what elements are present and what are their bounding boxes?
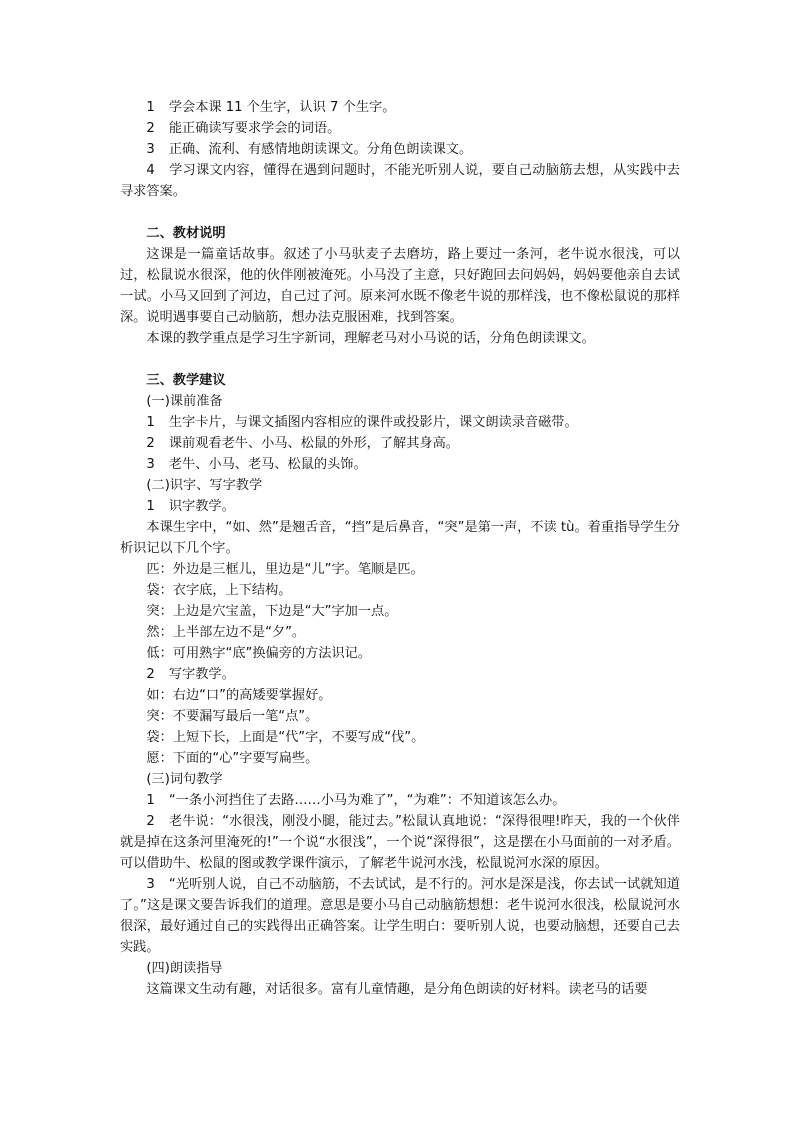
item-text: 学习课文内容，懂得在遇到问题时，不能光听别人说，要自己动脑筋去想，从实践中去寻求答案。 xyxy=(120,163,680,199)
prep-item xyxy=(120,412,680,433)
item-number: 1 xyxy=(146,793,155,808)
item-number: 1 xyxy=(146,415,155,430)
subsection-title-prep: (一)课前准备 xyxy=(146,394,223,409)
item-text: 正确、流利、有感情地朗读课文。分角色朗读课文。 xyxy=(168,142,473,157)
item-text: 识字教学。 xyxy=(168,499,235,514)
item-text: 生字卡片，与课文插图内容相应的课件或投影片，课文朗读录音磁带。 xyxy=(168,415,578,430)
char-note: 低：可用熟字“底”换偏旁的方法识记。 xyxy=(146,646,372,661)
item-text: “一条小河挡住了去路……小马为难了”，“为难”：不知道该怎么办。 xyxy=(168,793,566,808)
objective-item xyxy=(120,139,680,160)
char-note: 匹：外边是三框儿，里边是“儿”字。笔顺是匹。 xyxy=(146,562,424,577)
section-heading-materials: 二、教材说明 xyxy=(146,226,226,241)
paragraph: 本课的教学重点是学习生字新词，理解老马对小马说的话，分角色朗读课文。 xyxy=(146,331,595,346)
item-text: 写字教学。 xyxy=(168,667,235,682)
spacer xyxy=(120,349,680,370)
char-note: 突：上边是穴宝盖，下边是“大”字加一点。 xyxy=(146,604,398,619)
char-note: 袋：衣字底，上下结构。 xyxy=(146,583,292,598)
writing-note: 如：右边“口”的高矮要掌握好。 xyxy=(146,688,332,703)
item-number: 4 xyxy=(146,163,155,178)
paragraph: 本课生字中，“如、然”是翘舌音，“挡”是后鼻音，“突”是第一声，不读 tù。着重指导学生分析识记以下几个字。 xyxy=(120,520,680,556)
char-note: 然：上半部左边不是“夕”。 xyxy=(146,625,306,640)
paragraph: 这篇课文生动有趣，对话很多。富有儿童情趣，是分角色朗读的好材料。读老马的话要 xyxy=(146,982,648,997)
vocab-item xyxy=(120,811,680,874)
objective-item xyxy=(120,160,680,202)
item-number: 1 xyxy=(146,100,155,115)
paragraph: 这课是一篇童话故事。叙述了小马驮麦子去磨坊，路上要过一条河，老牛说水很浅，可以过，松鼠说水很深，他的伙伴刚被淹死。小马没了主意，只好跑回去问妈妈，妈妈要他亲自去试一试。小马又回到了河边，自己过了河。原来河水既不像老牛说的那样浅，也不像松鼠说的那样深。说明遇事要自己动脑筋，想办法克服困难，找到答案。 xyxy=(120,247,680,325)
objective-item xyxy=(120,118,680,139)
literacy-subitem xyxy=(120,496,680,517)
item-text: 课前观看老牛、小马、松鼠的外形，了解其身高。 xyxy=(168,436,459,451)
item-text: 能正确读写要求学会的词语。 xyxy=(168,121,341,136)
item-number: 2 xyxy=(146,121,155,136)
spacer xyxy=(120,202,680,223)
item-text: 老牛说：“水很浅，刚没小腿，能过去。”松鼠认真地说：“深得很哩!昨天，我的一个伙伴就是掉在这条河里淹死的!”一个说“水很浅”，一个说“深得很”，这是摆在小马面前的一对矛盾。可以借助牛、松鼠的图或教学课件演示，了解老牛说河水浅，松鼠说河水深的原因。 xyxy=(120,814,680,871)
writing-note: 愿：下面的“心”字要写扁些。 xyxy=(146,751,319,766)
vocab-item xyxy=(120,874,680,958)
writing-note: 突：不要漏写最后一笔“点”。 xyxy=(146,709,319,724)
item-number: 3 xyxy=(146,457,155,472)
objective-item xyxy=(120,97,680,118)
section-heading-suggestions: 三、教学建议 xyxy=(146,373,226,388)
item-number: 1 xyxy=(146,499,155,514)
item-text: 学会本课 11 个生字，认识 7 个生字。 xyxy=(168,100,396,115)
document-page xyxy=(120,97,680,1000)
subsection-title-reading: (四)朗读指导 xyxy=(146,961,223,976)
vocab-item xyxy=(120,790,680,811)
item-text: “光听别人说，自己不动脑筋，不去试试，是不行的。河水是深是浅，你去试一试就知道了。”这是课文要告诉我们的道理。意思是要小马自己动脑筋想想：老牛说河水很浅，松鼠说河水很深，最好通过自己的实践得出正确答案。让学生明白：要听别人说，也要动脑想，还要自己去实践。 xyxy=(120,877,680,955)
item-number: 3 xyxy=(146,142,155,157)
item-number: 2 xyxy=(146,814,155,829)
item-text: 老牛、小马、老马、松鼠的头饰。 xyxy=(168,457,367,472)
writing-note: 袋：上短下长，上面是“代”字，不要写成“伐”。 xyxy=(146,730,425,745)
subsection-title-literacy: (二)识字、写字教学 xyxy=(146,478,263,493)
literacy-subitem xyxy=(120,664,680,685)
item-number: 3 xyxy=(146,877,155,892)
prep-item xyxy=(120,433,680,454)
prep-item xyxy=(120,454,680,475)
item-number: 2 xyxy=(146,667,155,682)
subsection-title-vocab: (三)词句教学 xyxy=(146,772,223,787)
item-number: 2 xyxy=(146,436,155,451)
